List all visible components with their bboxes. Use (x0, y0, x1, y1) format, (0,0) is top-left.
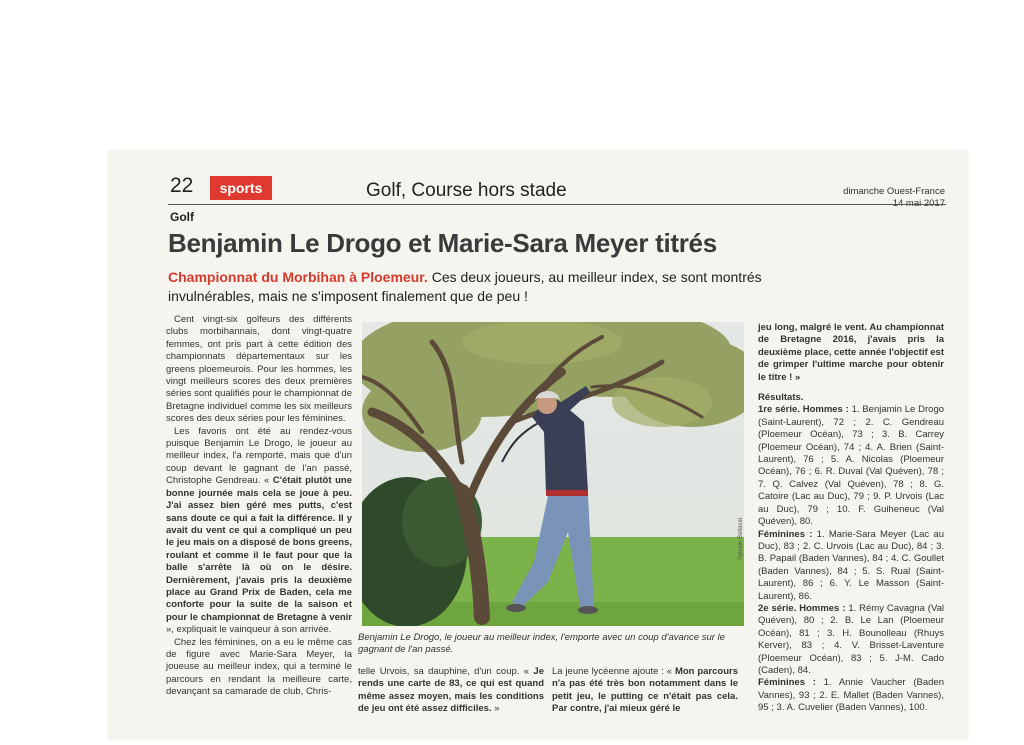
results-list: 1. Rémy Cavagna (Val Quéven), 80 ; 2. B. Le Lan (Ploemeur Océan), 81 ; 3. H. Bounolleau (Rhuys Kerver), 83 ; 4. V. Brisset-Laventure (Ploemeur Océan), 83 ; 5. J-M. Cado (Caden), 84. (758, 602, 944, 676)
results-label: 1re série. Hommes : (758, 404, 849, 416)
results-2-women (758, 677, 944, 714)
page-number: 22 (170, 174, 194, 197)
article-kicker: Golf (170, 210, 194, 224)
photo-caption: Benjamin Le Drogo, le joueur au meilleur index, l'emporte avec un coup d'avance sur le gagnant de l'an passé. (358, 632, 725, 655)
article-column-2 (358, 666, 544, 716)
quote-bold: Mon parcours n'a pas été très bon notamment dans le petit jeu, le putting ce n'était pas cela. Par contre, j'ai mieux géré le (552, 666, 739, 715)
section-badge: sports (210, 176, 272, 200)
quote-bold: jeu long, malgré le vent. Au championnat de Bretagne 2016, j'avais pris la deuxième place, cette année l'objectif est de grimper l'ultime marche pour obtenir le titre ! (758, 322, 944, 383)
article-standfirst (168, 268, 808, 306)
header-rule (168, 204, 946, 205)
results-list: 1. Marie-Sara Meyer (Lac au Duc), 83 ; 2. C. Urvois (Lac au Duc), 84 ; 3. B. Papail (Baden Vannes), 84 ; 4. C. Goullet (Baden Vannes), 84 ; 5. S. Rual (Saint-Laurent), 86 ; 6. Y. Le Masson (Saint-Laurent), 86. (758, 528, 944, 602)
text: La jeune lycéenne ajoute : « (552, 666, 673, 677)
text: », expliquait le vainqueur à son arrivée. (166, 624, 332, 636)
results-1-men (758, 404, 944, 528)
results-1-women (758, 529, 944, 603)
article-column-3 (552, 666, 738, 716)
article-headline: Benjamin Le Drogo et Marie-Sara Meyer titrés (168, 228, 717, 258)
paragraph-favorites (166, 426, 352, 637)
article-column-1 (166, 314, 352, 699)
golfer-photo (362, 322, 744, 626)
text: » (491, 703, 500, 715)
article-column-4 (758, 322, 944, 715)
text: Les favoris ont été au rendez-vous puisque Benjamin Le Drogo, le joueur au meilleur index, l'a remporté, mais que d'un coup devant le gagnant de l'an passé, Christophe Gendreau. « (166, 425, 352, 487)
results-list: 1. Benjamin Le Drogo (Saint-Laurent), 72 ; 2. C. Gendreau (Ploemeur Océan), 73 ; 3. B. Carrey (Ploemeur Océan), 74 ; 4. A. Brien (Saint-Laurent), 76 ; 5. A. Nicolas (Ploemeur Océan), 76 ; 6. R. Duval (Val Quéven), 78 ; 7. Q. Calvez (Val Quéven), 78 ; 8. G. Catoire (Lac au Duc), 79 ; 9. P. Urvois (Lac au Duc), 79 ; 10. F. Guiheneuc (Val Quéven), 80. (758, 404, 945, 528)
results-list: 1. Annie Vaucher (Baden Vannes), 93 ; 2. E. Mallet (Baden Vannes), 95 ; 3. A. Cuvelier (Baden Vannes), 100. (758, 677, 944, 714)
results-label: Féminines : (758, 677, 816, 689)
results-2-men (758, 603, 944, 677)
standfirst-text: Ces deux joueurs, au meilleur index, se sont montrés invulnérables, mais ne s'imposent finalement que de peu ! (168, 269, 762, 304)
quote-bold: Je rends une carte de 83, ce qui est quand même assez moyen, mais les conditions de jeu ont été assez difficiles. (358, 666, 544, 715)
standfirst-red: Championnat du Morbihan à Ploemeur. (168, 269, 428, 285)
edition-date (800, 186, 945, 210)
text: telle Urvois, sa dauphine, d'un coup. « (358, 666, 530, 677)
quote-end: » (792, 371, 801, 383)
results-label: 2e série. Hommes : (758, 602, 846, 614)
paragraph-feminines: Chez les féminines, on a eu le même cas de figure avec Marie-Sara Meyer, la joueuse au meilleur index, qui a terminé le parcours en rendant la meilleure carte, devançant sa camarade de club, Chris- (166, 636, 352, 698)
results-title: Résultats. (758, 392, 804, 404)
edition-line-1: dimanche Ouest-France (843, 186, 945, 197)
rubric-title: Golf, Course hors stade (366, 180, 567, 201)
paragraph-intro: Cent vingt-six golfeurs des différents clubs morbihannais, dont vingt-quatre femmes, ont pris part à cette édition des championnats départementaux sur les greens ploemeurois. Pour les hommes, les vingt meilleurs scores des deux premières séries sont qualifiés pour le championnat de Bretagne individuel comme les six meilleurs scores des deux séries pour les féminines. (166, 314, 352, 425)
photo-credit: Sylvain Bellaval (738, 517, 744, 560)
golfer-illustration (362, 322, 744, 626)
results-label: Féminines : (758, 528, 813, 540)
quote-bold: C'était plutôt une bonne journée mais cela se joue à peu. J'ai assez bien géré mes putts, c'est sans doute ce qui a fait la différence. Il y avait du vent ce qui a compliqué un peu le jeu mais on a disposé de bons greens, roulant et comme il le faut pour que la balle s'arrête là où on le désire. Dernièrement, j'avais pris la deuxième place au Grand Prix de Baden, cela me conforte pour la suite de la saison et pour le championnat de Bretagne à venir (166, 475, 352, 623)
